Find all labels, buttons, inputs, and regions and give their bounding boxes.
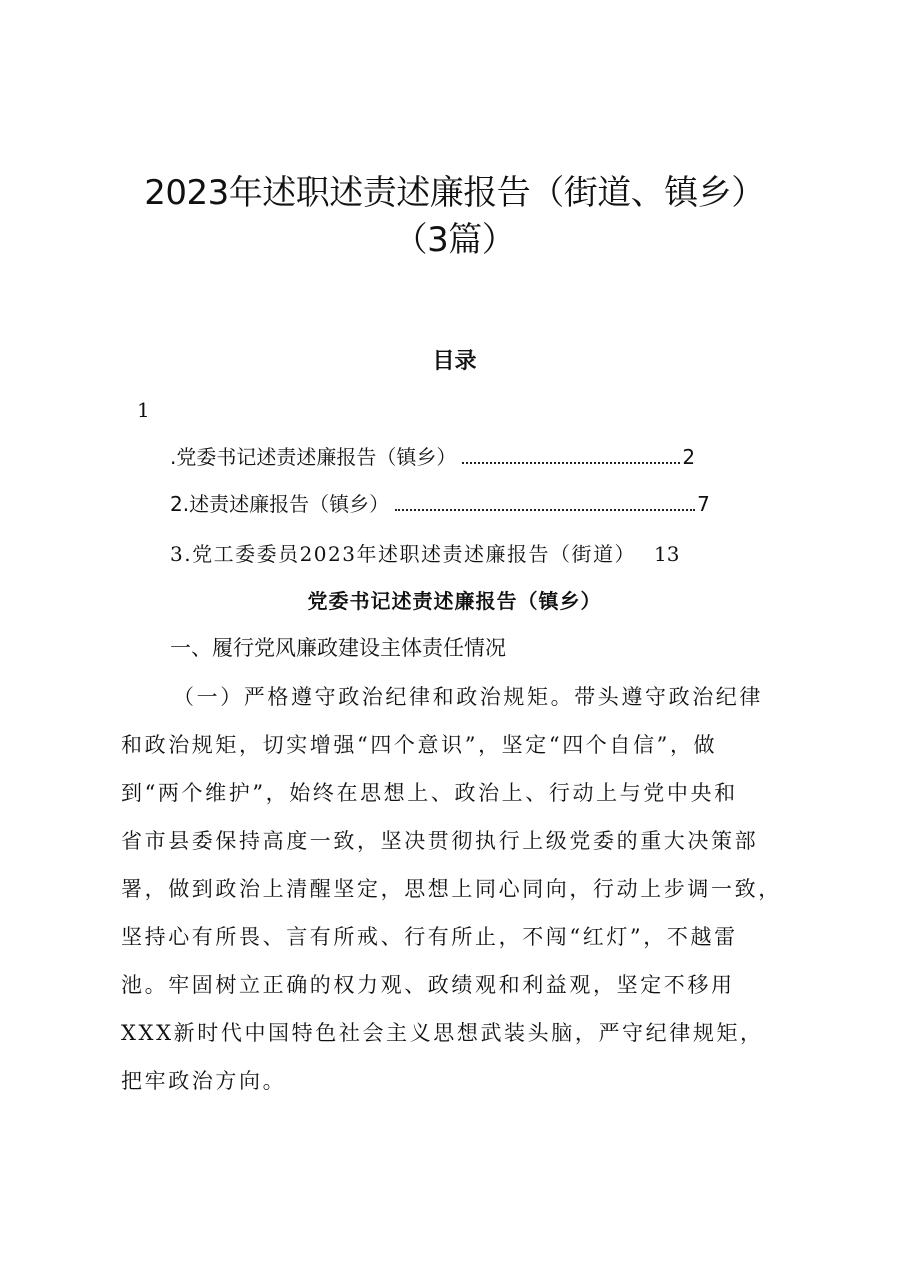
paragraph-line: 池。牢固树立正确的权力观、政绩观和利益观，坚定不移用 [121, 973, 735, 997]
paragraph-line: 署，做到政治上清醒坚定，思想上同心同向，行动上步调一致， [121, 877, 782, 901]
toc-entry-label: 2.述责述廉报告（镇乡） [170, 492, 390, 516]
toc-entry-page: 2 [682, 445, 696, 469]
toc-entry-1[interactable] [170, 441, 695, 470]
paragraph-line: 把牢政治方向。 [121, 1069, 287, 1093]
paragraph-line: XXX新时代中国特色社会主义思想武装头脑，严守纪律规矩， [121, 1021, 764, 1045]
paragraph-line: 省市县委保持高度一致，坚决贯彻执行上级党委的重大决策部 [121, 829, 759, 853]
paragraph-line: 和政治规矩，切实增强“四个意识”，坚定“四个自信”，做 [121, 733, 718, 757]
paragraph-line: 到“两个维护”，始终在思想上、政治上、行动上与党中央和 [121, 781, 738, 805]
paragraph-line: 坚持心有所畏、言有所戒、行有所止，不闯“红灯”，不越雷 [121, 925, 738, 949]
toc-leader-dots [462, 462, 680, 464]
toc-heading: 目录 [432, 349, 477, 374]
toc-entry-3[interactable] [170, 538, 679, 567]
article-title: 党委书记述责述廉报告（镇乡） [307, 589, 602, 613]
toc-first-number: 1 [137, 398, 150, 422]
toc-leader-dots [395, 509, 695, 511]
section-heading: 一、履行党风廉政建设主体责任情况 [170, 636, 506, 660]
toc-entry-label: .党委书记述责述廉报告（镇乡） [170, 445, 457, 469]
toc-entry-2[interactable] [170, 488, 710, 517]
paragraph-line: （一）严格遵守政治纪律和政治规矩。带头遵守政治纪律 [173, 685, 763, 709]
document-title-line-1: 2023年述职述责述廉报告（街道、镇乡） [144, 173, 765, 213]
toc-entry-label: 3.党工委委员2023年述职述责述廉报告（街道） [170, 542, 636, 566]
toc-entry-page: 7 [697, 492, 710, 516]
document-title-line-2: （3篇） [393, 220, 516, 260]
toc-entry-page: 13 [653, 542, 680, 566]
